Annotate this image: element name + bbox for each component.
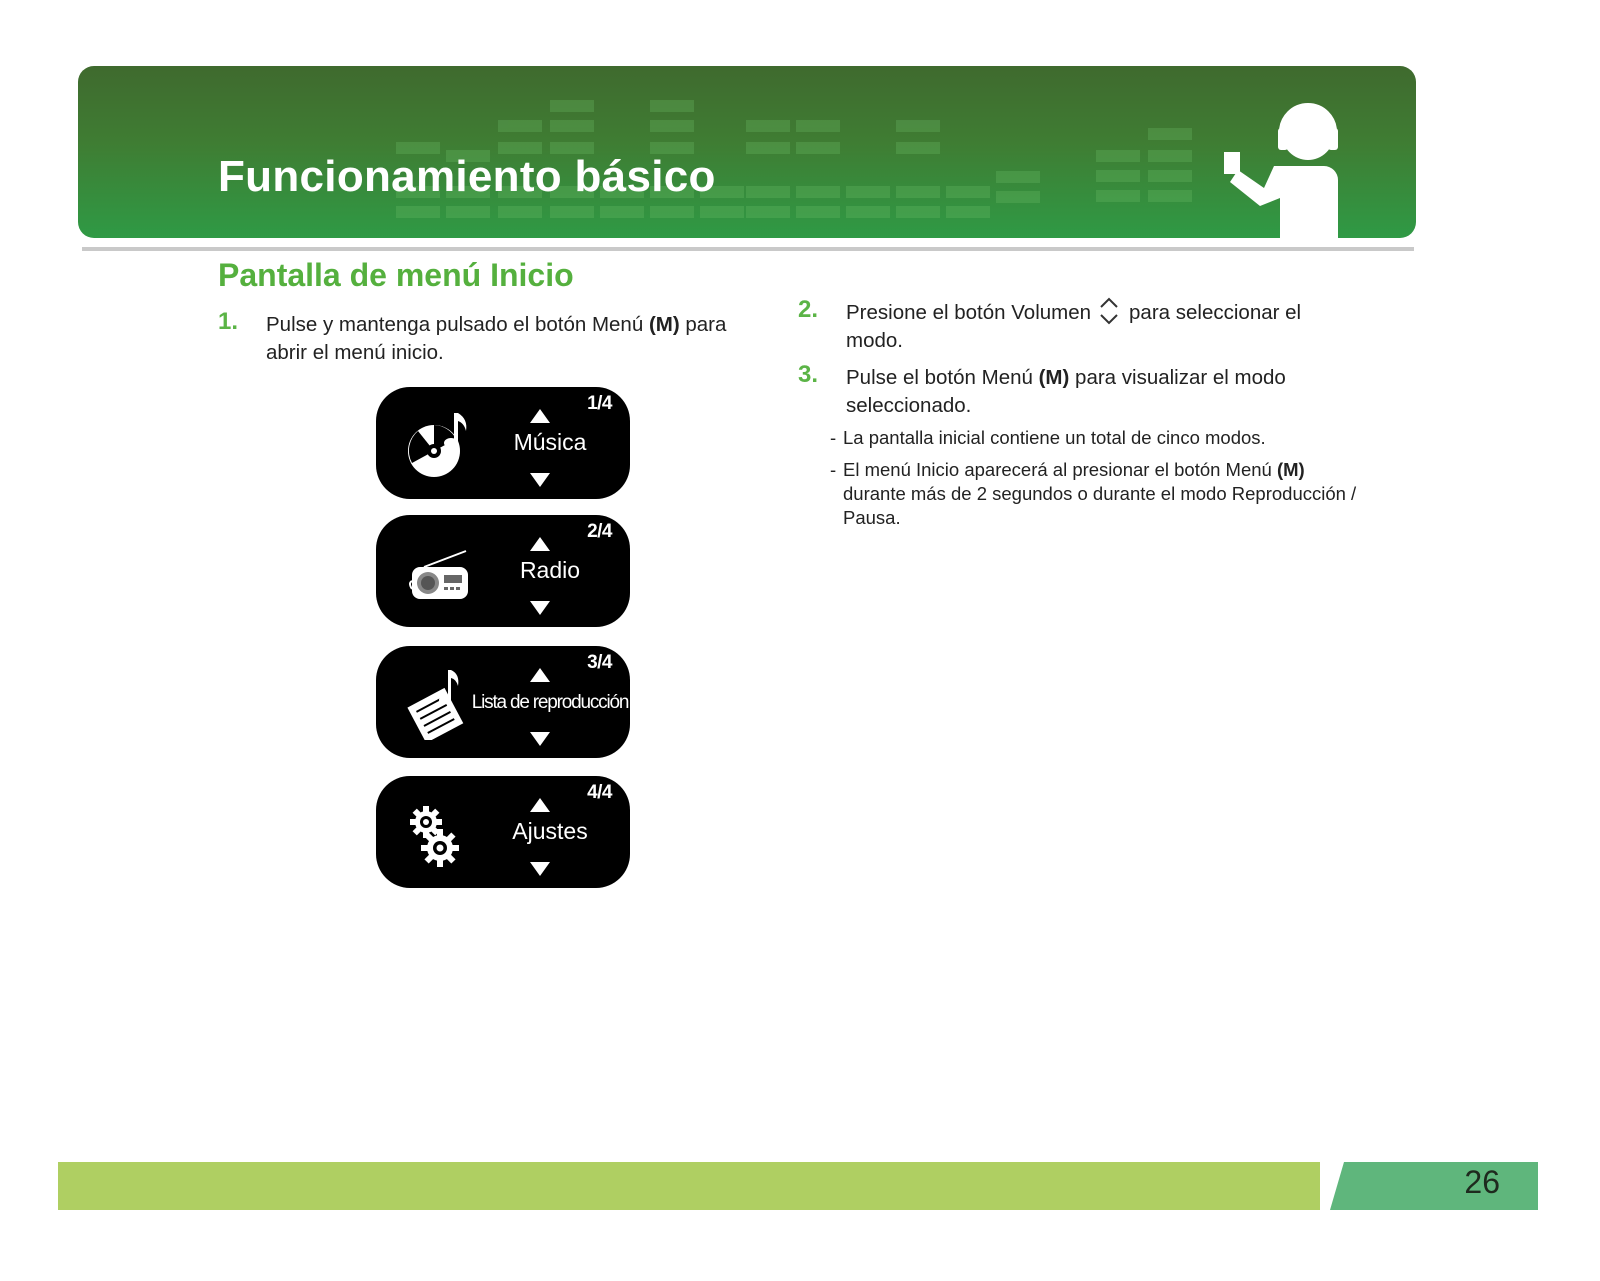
step-number: 2. — [798, 296, 819, 323]
arrow-up-icon — [530, 798, 550, 812]
step-text-part: Pulse y mantenga pulsado el botón Menú — [266, 313, 649, 336]
note-item — [830, 426, 1360, 450]
screen-mode-label: Lista de reproducción — [471, 692, 629, 713]
step-1 — [218, 308, 758, 367]
gears-icon — [404, 794, 474, 870]
playlist-icon — [404, 664, 474, 740]
step-number: 3. — [798, 361, 819, 388]
note-text: El menú Inicio aparecerá al presionar el botón Menú — [843, 459, 1277, 480]
step-text-part: para abrir el menú inicio. — [266, 313, 727, 364]
arrow-down-icon — [530, 862, 550, 876]
arrow-up-icon — [530, 668, 550, 682]
radio-icon — [404, 533, 474, 609]
header-divider — [82, 247, 1414, 251]
step-text-part: Presione el botón Volumen — [846, 301, 1092, 324]
arrow-down-icon — [530, 601, 550, 615]
menu-screen-ajustes — [376, 776, 630, 888]
note-dash: - — [830, 427, 837, 448]
footer-bar-slant — [1306, 1162, 1320, 1210]
step-text — [846, 299, 1358, 355]
note-text: durante más de 2 segundos o durante el modo Reproducción / Pausa. — [843, 483, 1357, 528]
note-item — [830, 458, 1360, 530]
button-name: (M) — [648, 313, 680, 336]
music-disc-icon — [404, 405, 474, 481]
notes-list — [830, 426, 1360, 538]
menu-screen-playlist — [376, 646, 630, 758]
step-number: 1. — [218, 308, 239, 335]
arrow-down-icon — [530, 473, 550, 487]
listener-figure-icon — [1224, 106, 1338, 238]
screen-mode-label: Música — [513, 429, 587, 455]
screen-mode-label: Ajustes — [512, 818, 588, 844]
menu-screen-radio — [376, 515, 630, 627]
step-2 — [798, 296, 1358, 355]
step-text-part: Pulse el botón Menú — [846, 366, 1039, 389]
step-3 — [798, 361, 1358, 420]
note-text: La pantalla inicial contiene un total de cinco modos. — [843, 427, 1266, 448]
step-text-part: para visualizar el modo seleccionado. — [846, 366, 1286, 417]
step-text-part: para seleccionar el modo. — [846, 301, 1302, 352]
step-text — [846, 364, 1358, 420]
screen-counter: 1/4 — [587, 393, 612, 414]
page-number: 26 — [1464, 1164, 1500, 1200]
header-banner — [78, 66, 1416, 238]
step-text — [266, 311, 758, 367]
arrow-up-icon — [530, 537, 550, 551]
footer-bar — [58, 1162, 1320, 1210]
note-dash: - — [830, 459, 837, 480]
page-title: Funcionamiento básico — [218, 152, 716, 201]
button-name: (M) — [1276, 459, 1305, 480]
arrow-down-icon — [530, 732, 550, 746]
menu-screen-musica — [376, 387, 630, 499]
volume-up-down-icon — [1097, 296, 1121, 326]
screen-counter: 4/4 — [587, 782, 612, 803]
screen-counter: 3/4 — [587, 652, 612, 673]
button-name: (M) — [1038, 366, 1070, 389]
screen-counter: 2/4 — [587, 521, 612, 542]
screen-mode-label: Radio — [519, 557, 581, 583]
arrow-up-icon — [530, 409, 550, 423]
section-title: Pantalla de menú Inicio — [218, 257, 574, 293]
